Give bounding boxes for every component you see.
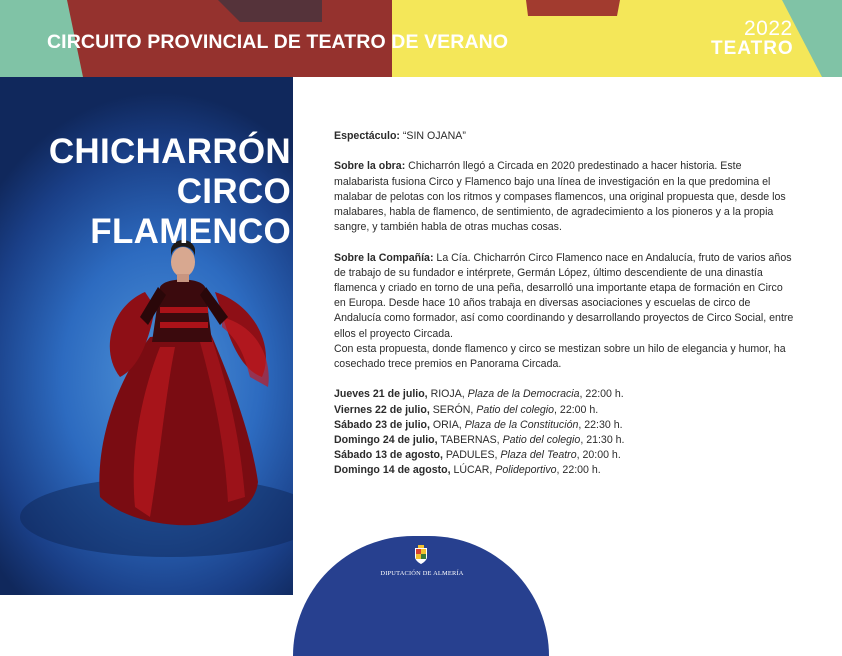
obra-paragraph — [334, 159, 794, 235]
schedule-venue: Patio del colegio — [476, 403, 555, 416]
schedule-time: , 20:00 h. — [576, 449, 621, 462]
schedule-time: , 22:00 h. — [579, 388, 624, 401]
schedule-town: LÚCAR, — [450, 464, 496, 477]
logo-year: 2022 — [744, 17, 793, 40]
schedule-day: Sábado 13 de agosto, — [334, 449, 443, 462]
compania-text: La Cía. Chicharrón Circo Flamenco nace en Andalucía, fruto de varios años de trabajo de su fundador e intérprete, Germán López, último descendiente de una dinastía flamenca y criado en torno de una peña, desarrolló una importante etapa de formación en Circo en Europa. Desde hace 10 años trabaja en diversas asociaciones y escuelas de circo de Andalucía como formador, así como coordinando y desarrollando proyectos de Circo Social, entre ellos el proyecto Circada. — [334, 251, 794, 340]
schedule-time: , 22:00 h. — [556, 464, 601, 477]
schedule-time: , 22:30 h. — [578, 418, 623, 431]
schedule-time: , 21:30 h. — [580, 434, 625, 447]
show-title-line-3: FLAMENCO — [90, 212, 291, 251]
show-description — [334, 129, 794, 479]
schedule-town: ORIA, — [429, 418, 465, 431]
schedule-town: TABERNAS, — [437, 434, 503, 447]
schedule-item — [334, 403, 794, 418]
diputacion-seal-icon — [414, 545, 428, 565]
diputacion-caption: DIPUTACIÓN DE ALMERÍA — [380, 570, 464, 577]
obra-text: Chicharrón llegó a Circada en 2020 predestinado a hacer historia. Este malabarista fusiona Circo y Flamenco bajo una línea de investigación en la que predomina el malabar de pelotas con los ritmos y compases flamencos, una original propuesta que, desde los malabares, habla de flamenco, de sentimiento, de agradecimiento a los pioneros y a la propia sangre, y también habla de otras muchas cosas. — [334, 160, 786, 234]
compania-paragraph-2: Con esta propuesta, donde flamenco y circo se mestizan sobre un hilo de elegancia y humor, ha cosechado trece premios en Panorama Circada. — [334, 342, 786, 371]
espectaculo-value: “SIN OJANA” — [399, 130, 466, 142]
schedule-venue: Plaza del Teatro — [500, 449, 577, 462]
schedule-item — [334, 463, 794, 478]
schedule-item — [334, 448, 794, 463]
obra-label: Sobre la obra: — [334, 160, 406, 173]
schedule-day: Domingo 14 de agosto, — [334, 464, 451, 477]
schedule-town: SERÓN, — [429, 403, 477, 416]
schedule-list — [334, 387, 794, 478]
schedule-day: Jueves 21 de julio, — [334, 388, 428, 401]
schedule-time: , 22:00 h. — [554, 403, 599, 416]
header-banner — [0, 0, 842, 77]
espectaculo-paragraph — [334, 129, 794, 144]
schedule-town: RIOJA, — [427, 388, 468, 401]
show-title-line-2: CIRCO — [176, 172, 291, 211]
logo-word: TEATRO — [711, 38, 794, 59]
show-title-line-1: CHICHARRÓN — [48, 132, 291, 171]
schedule-venue: Polideportivo — [495, 464, 557, 477]
schedule-venue: Patio del colegio — [502, 434, 581, 447]
show-title — [49, 132, 291, 252]
compania-paragraph — [334, 251, 794, 342]
compania-label: Sobre la Compañía: — [334, 251, 434, 264]
schedule-day: Domingo 24 de julio, — [334, 434, 438, 447]
schedule-day: Viernes 22 de julio, — [334, 403, 430, 416]
schedule-item — [334, 418, 794, 433]
header-title: CIRCUITO PROVINCIAL DE TEATRO DE VERANO — [47, 31, 509, 53]
schedule-item — [334, 433, 794, 448]
schedule-venue: Plaza de la Democracia — [467, 388, 580, 401]
schedule-town: PADULES, — [442, 449, 501, 462]
performer-photo — [0, 77, 293, 595]
schedule-item — [334, 387, 794, 402]
schedule-venue: Plaza de la Constitución — [464, 418, 579, 431]
schedule-day: Sábado 23 de julio, — [334, 418, 430, 431]
espectaculo-label: Espectáculo: — [334, 130, 400, 142]
